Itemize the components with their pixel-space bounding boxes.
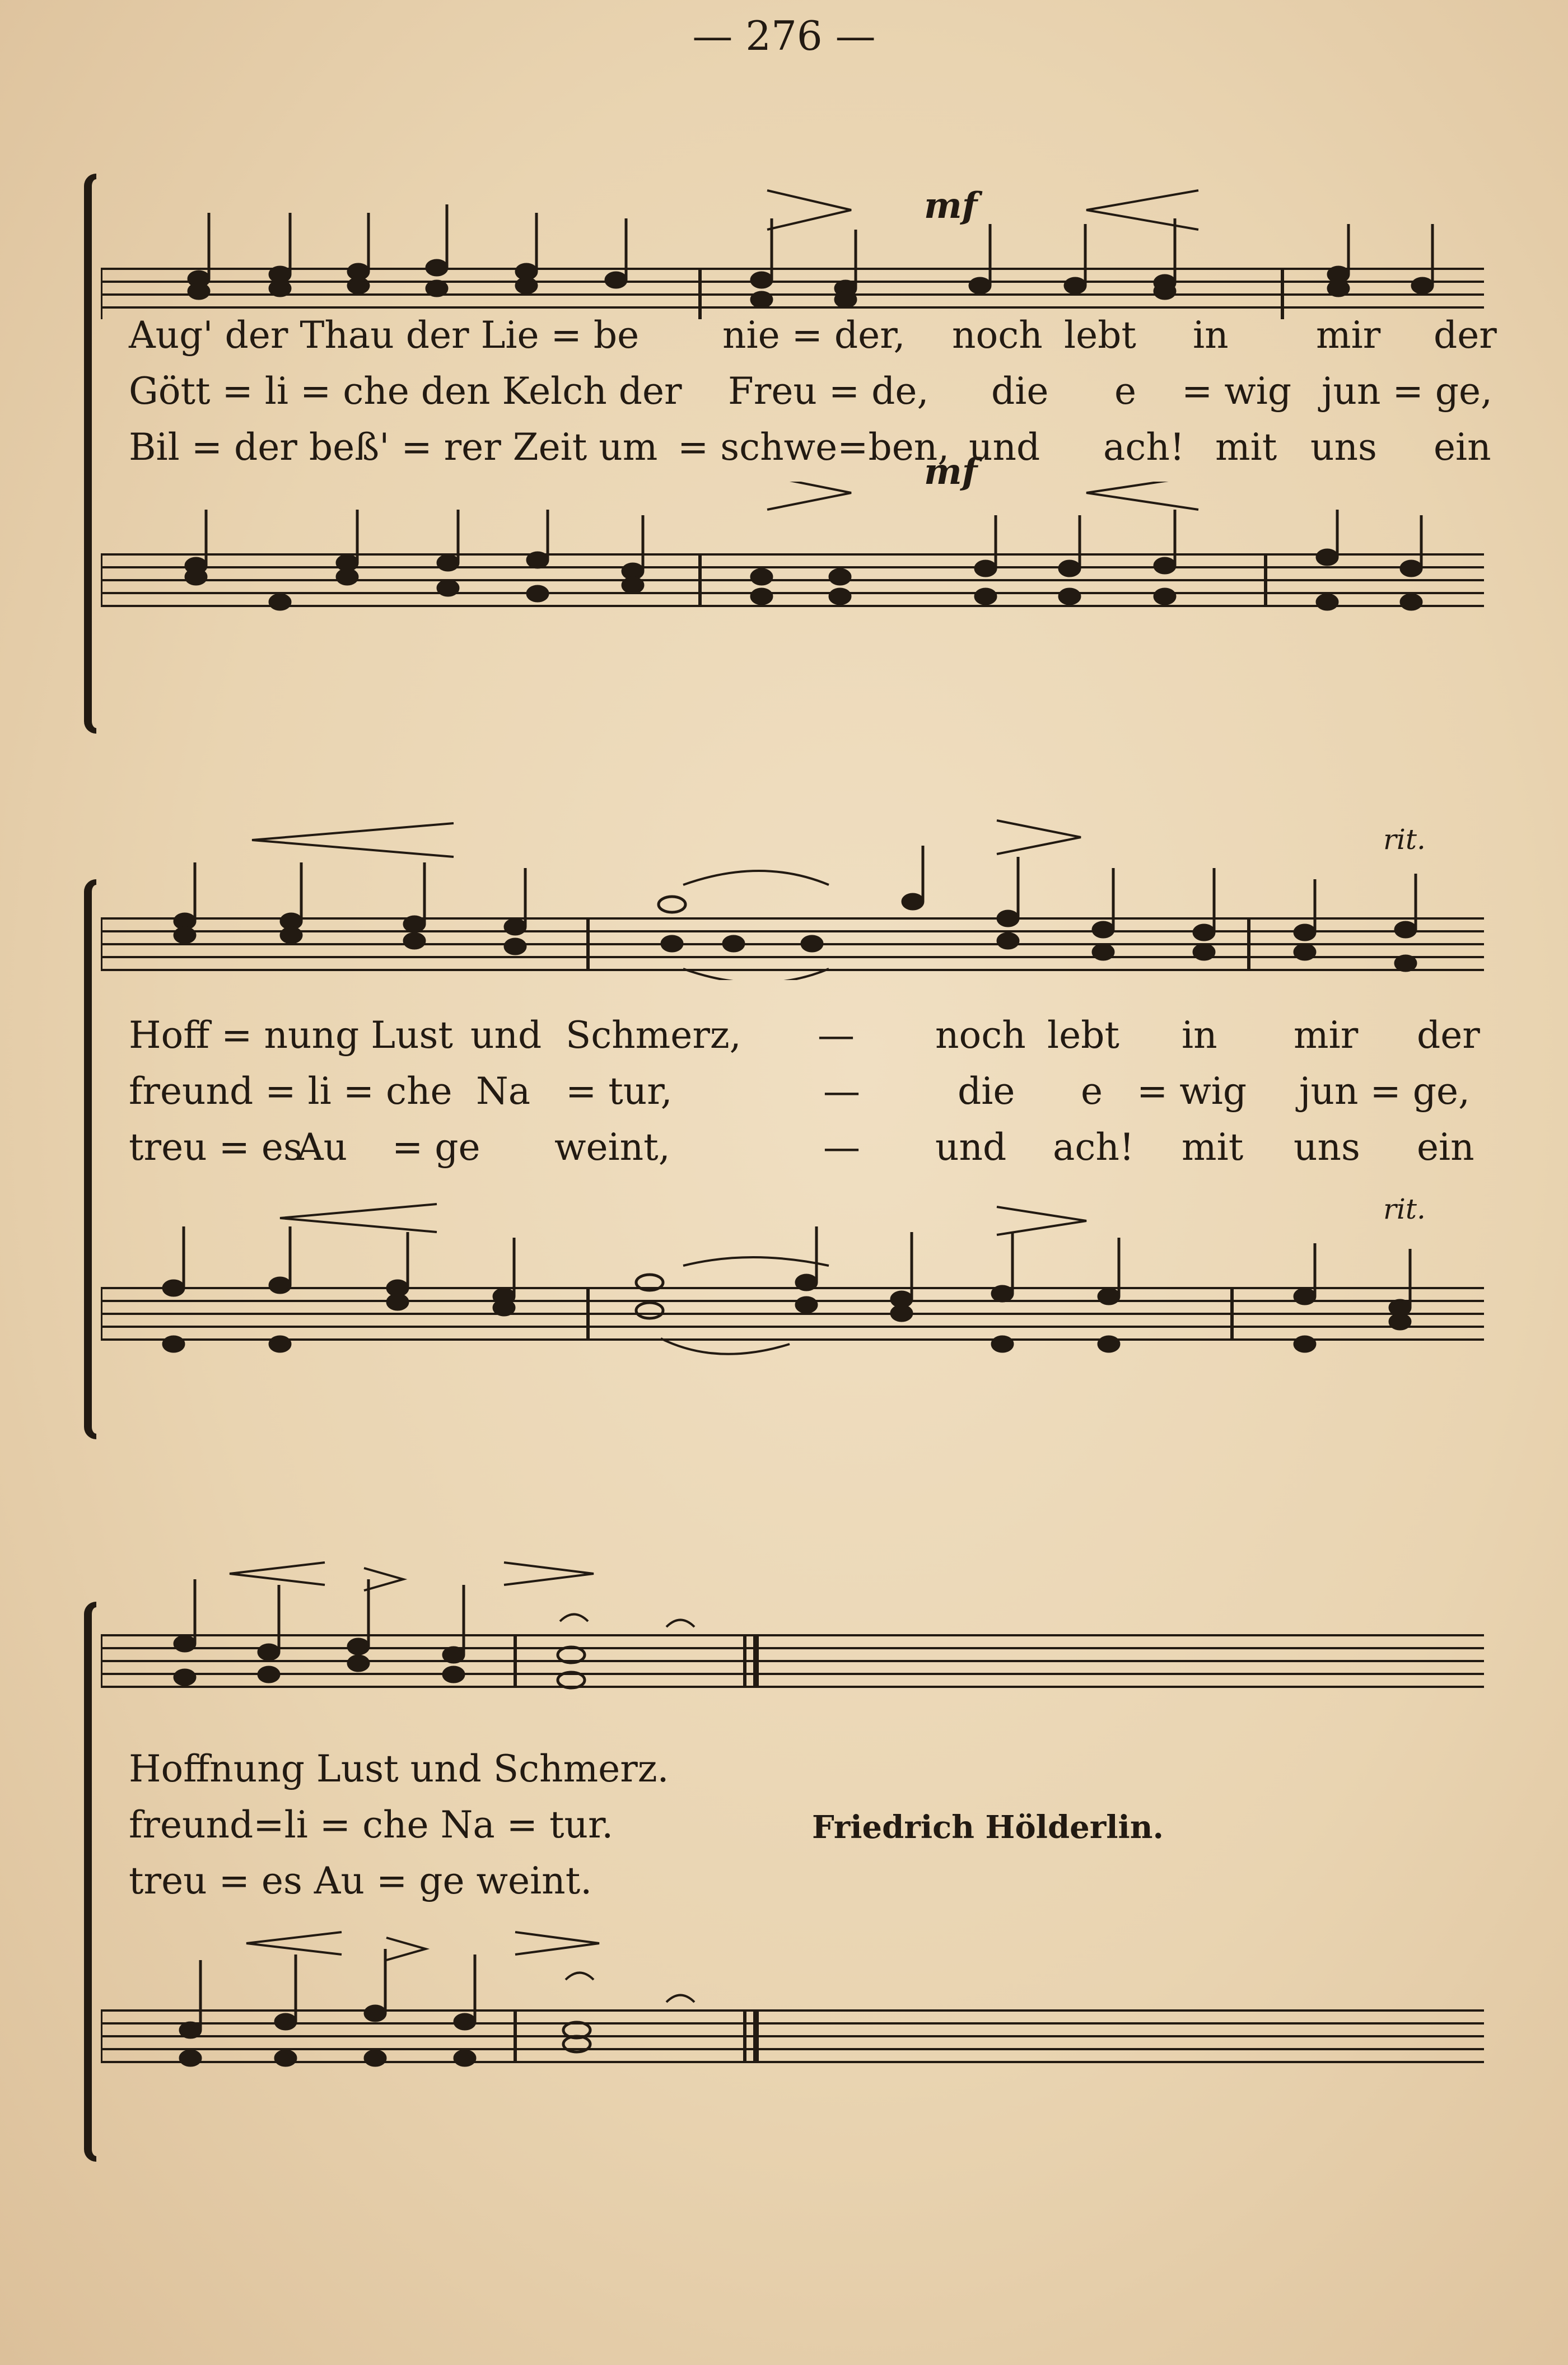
lyric-verse-1 [129,314,1512,364]
lyric-syllable: ein [1417,1126,1474,1169]
lyric-syllable: lebt [1047,1014,1119,1057]
system-brace [84,1602,96,2162]
lyric-verse-2 [129,1070,1512,1120]
lyric-verse-1 [129,1747,969,1798]
lyric-syllable: nie = der, [722,314,906,357]
lyric-syllable: die [958,1070,1015,1113]
upper-staff-notation [101,1540,1484,1708]
lyric-syllable: e [1081,1070,1103,1113]
lyric-verse-3 [129,1859,969,1910]
lyric-syllable: und [470,1014,542,1057]
lyric-syllable: ein [1434,426,1491,469]
lyric-syllable: in [1193,314,1229,357]
lyric-syllable: Au [297,1126,348,1169]
lyric-syllable: Gött = li = che den Kelch der [129,370,682,413]
lyric-verse-3 [129,426,1512,476]
lyric-syllable: der [1417,1014,1480,1057]
lyric-syllable: weint, [554,1126,670,1169]
lyric-syllable: — [823,1126,860,1169]
lyric-syllable: = schwe=ben, [678,426,950,469]
lyric-syllable: ach! [1053,1126,1135,1169]
lyric-syllable: Na [476,1070,531,1113]
lyric-syllable: die [991,370,1049,413]
lyric-syllable: Hoff = nung Lust [129,1014,453,1057]
lyric-syllable: = ge [392,1126,480,1169]
lyric-syllable: freund=li = che Na = tur. [129,1803,614,1846]
lyric-syllable: e [1114,370,1137,413]
system-2 [84,773,1484,1389]
page-number: — 276 — [692,12,876,59]
lyric-syllable: und [969,426,1040,469]
lower-staff-notation [101,482,1484,650]
lyric-syllable: uns [1310,426,1377,469]
lyric-syllable: noch [952,314,1043,357]
upper-staff [101,179,1484,246]
lyric-syllable: lebt [1064,314,1136,357]
lyric-syllable: und [935,1126,1007,1169]
upper-staff-notation [101,179,1484,319]
lyric-syllable: mit [1182,1126,1244,1169]
lyric-verse-1 [129,1014,1512,1064]
dynamic-marking: mf [924,185,978,227]
lower-staff-notation [101,1910,1484,2095]
lyric-syllable: Freu = de, [728,370,929,413]
lyric-syllable: mir [1316,314,1381,357]
lyric-syllable: mit [1215,426,1277,469]
system-brace [84,879,96,1439]
lyric-syllable: — [818,1014,855,1057]
ritardando-marking: rit. [1383,1193,1426,1225]
lyric-syllable: uns [1294,1126,1360,1169]
lyric-syllable: freund = li = che [129,1070,452,1113]
lyric-syllable: — [823,1070,860,1113]
lyric-syllable: jun = ge, [1322,370,1493,413]
lyric-verse-3 [129,1126,1512,1176]
lyric-syllable: treu = es [129,1126,302,1169]
dynamic-marking: mf [924,451,978,493]
system-3 [84,1523,1484,2195]
lyric-syllable: treu = es Au = ge weint. [129,1859,592,1902]
lyric-syllable: = wig [1137,1070,1247,1113]
ritardando-marking: rit. [1383,823,1426,856]
author-attribution: Friedrich Hölderlin. [812,1809,1164,1846]
lyric-syllable: mir [1294,1014,1359,1057]
lyric-syllable: jun = ge, [1299,1070,1471,1113]
lyric-syllable: Aug' der Thau der Lie = be [129,314,640,357]
lyric-syllable: Hoffnung Lust und Schmerz. [129,1747,669,1790]
lyric-syllable: = tur, [566,1070,673,1113]
lyric-syllable: noch [935,1014,1026,1057]
lower-staff-notation [101,1182,1484,1366]
lyric-syllable: = wig [1182,370,1292,413]
upper-staff [101,1540,1484,1607]
lower-staff [101,1182,1484,1249]
system-1 [84,95,1497,655]
lower-staff [101,451,1484,549]
lower-staff [101,1910,1484,1977]
lyric-verse-2 [129,370,1512,420]
lyric-syllable: in [1182,1014,1217,1057]
upper-staff-notation [101,801,1484,980]
system-brace [84,174,96,734]
lyric-syllable: der [1434,314,1497,357]
lyric-syllable: Schmerz, [566,1014,741,1057]
upper-staff [101,801,1484,868]
lyric-syllable: ach! [1103,426,1185,469]
lyric-syllable: Bil = der beß' = rer Zeit um [129,426,658,469]
